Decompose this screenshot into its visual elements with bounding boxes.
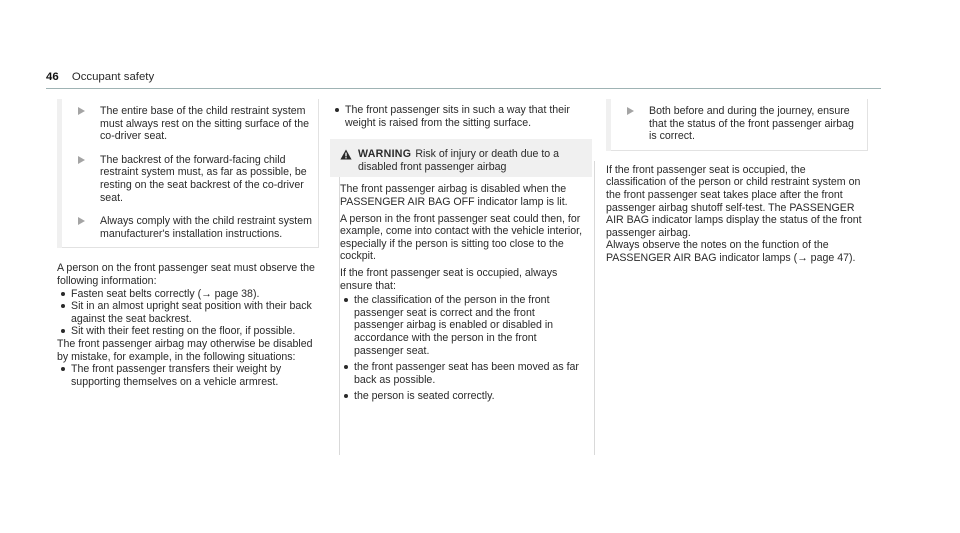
column-divider bbox=[594, 161, 595, 455]
page-header bbox=[46, 71, 154, 84]
bullet-icon bbox=[344, 298, 348, 302]
warning-paragraph: A person in the front passenger seat could then, for example, come into contact with the vehicle interior, especially if the person is sitting too close to the cockpit. bbox=[340, 212, 583, 263]
arrow-right-icon bbox=[78, 156, 85, 164]
list-item-text: Sit in an almost upright seat position with their back against the seat backrest. bbox=[71, 300, 312, 325]
intro-paragraph: A person on the front passenger seat must observe the following information: bbox=[57, 262, 315, 287]
warning-label: WARNING bbox=[358, 148, 412, 161]
warning-paragraph: If the front passenger seat is occupied, always ensure that: bbox=[340, 266, 558, 292]
list-item-text: Sit with their feet resting on the floor, if possible. bbox=[71, 325, 296, 338]
note-text: The backrest of the forward-facing child restraint system must, as far as possible, be resting on the seat backrest of the co-driver seat. bbox=[100, 153, 307, 204]
bullet-icon bbox=[61, 367, 65, 371]
list-item-text: The front passenger transfers their weight by supporting themselves on a vehicle armrest. bbox=[71, 363, 282, 388]
list-item bbox=[57, 325, 319, 338]
arrow-right-icon bbox=[78, 217, 85, 225]
warning-heading: Risk of injury or death due to a disabled front passenger airbag bbox=[358, 148, 559, 173]
list-item-text: the front passenger seat has been moved as far back as possible. bbox=[354, 361, 579, 386]
note-item bbox=[71, 154, 313, 204]
notes-box bbox=[57, 99, 319, 248]
warning-header bbox=[330, 139, 592, 177]
note-text: Both before and during the journey, ensure that the status of the front passenger airbag is correct. bbox=[649, 105, 854, 143]
column-left bbox=[57, 99, 319, 388]
bullet-icon bbox=[61, 304, 65, 308]
list-item bbox=[57, 300, 319, 325]
note-text: Always comply with the child restraint system manufacturer's installation instructions. bbox=[100, 215, 312, 240]
list-item bbox=[57, 363, 319, 388]
list-item-text: the person is seated correctly. bbox=[354, 390, 495, 403]
header-divider bbox=[46, 88, 881, 89]
warning-paragraph: The front passenger airbag is disabled when the PASSENGER AIR BAG OFF indicator lamp is lit. bbox=[340, 183, 568, 208]
list-item-text: The front passenger sits in such a way that their weight is raised from the sitting surface. bbox=[345, 104, 570, 129]
bullet-icon bbox=[61, 292, 65, 296]
bullet-icon bbox=[344, 365, 348, 369]
list-item bbox=[330, 104, 592, 129]
section-title: Occupant safety bbox=[71, 71, 155, 83]
body-paragraph: If the front passenger seat is occupied, the classification of the person or child restraint system on the front passenger seat takes place after the front passenger airbag shutoff self-test. The PASSENGER AIR BAG indicator lamps display the status of the front passenger airbag. bbox=[606, 163, 862, 239]
note-item bbox=[620, 105, 862, 143]
arrow-right-icon bbox=[78, 107, 85, 115]
column-right bbox=[606, 99, 868, 265]
page-number: 46 bbox=[46, 71, 59, 83]
notes-box bbox=[606, 99, 868, 151]
bullet-icon bbox=[344, 394, 348, 398]
note-item bbox=[71, 105, 313, 143]
warning-triangle-icon bbox=[340, 149, 352, 160]
column-middle bbox=[330, 104, 592, 403]
bullet-icon bbox=[335, 108, 339, 112]
warning-body bbox=[330, 177, 592, 403]
list-item bbox=[340, 390, 582, 403]
body-paragraph: Always observe the notes on the function of the PASSENGER AIR BAG indicator lamps (→ page 47). bbox=[606, 239, 856, 264]
list-item bbox=[340, 361, 582, 386]
arrow-right-icon bbox=[627, 107, 634, 115]
list-item bbox=[57, 288, 319, 301]
body-paragraph: The front passenger airbag may otherwise be disabled by mistake, for example, in the following situations: bbox=[57, 337, 313, 363]
note-item bbox=[71, 215, 313, 240]
list-item-text: Fasten seat belts correctly (→ page 38). bbox=[71, 287, 260, 300]
note-text: The entire base of the child restraint system must always rest on the sitting surface of the co-driver seat. bbox=[100, 105, 310, 143]
list-item bbox=[340, 294, 582, 357]
list-item-text: the classification of the person in the front passenger seat is correct and the front passenger airbag is enabled or disabled in accordance with the person in the front passenger seat. bbox=[354, 294, 554, 357]
bullet-icon bbox=[61, 329, 65, 333]
